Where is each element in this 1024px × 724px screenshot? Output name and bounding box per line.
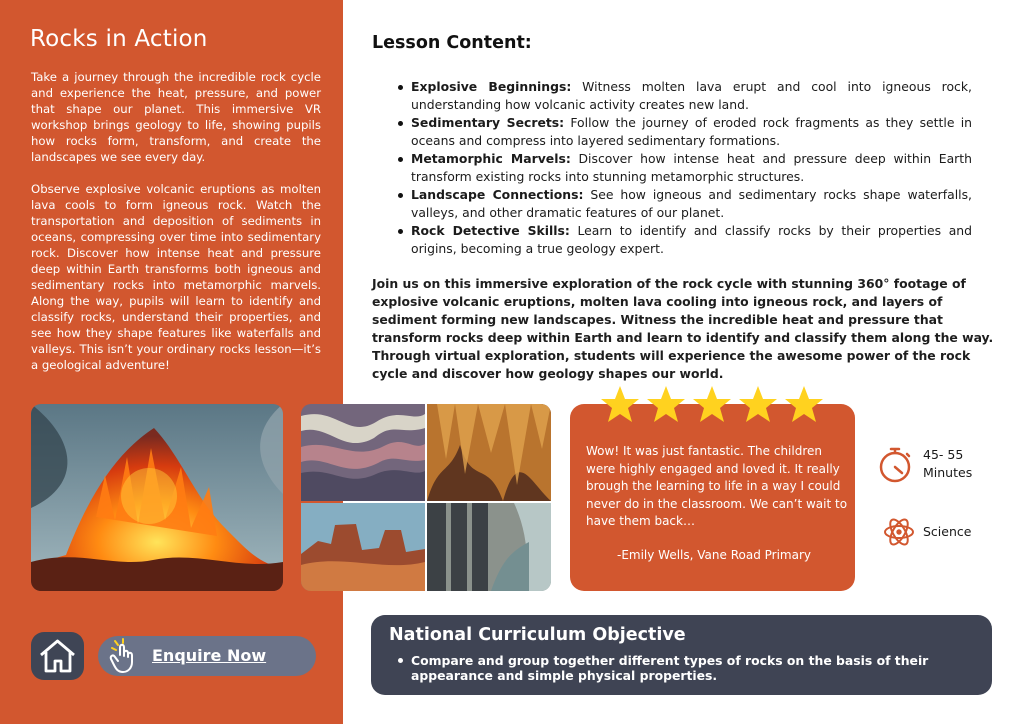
lesson-content-list	[390, 78, 972, 258]
star-icon	[785, 386, 823, 422]
duration-unit: Minutes	[923, 465, 973, 480]
duration-range: 45- 55	[923, 447, 964, 462]
rock-landscapes-illustration	[301, 404, 551, 591]
volcano-eruption-illustration	[31, 404, 283, 591]
lesson-content-item	[390, 114, 972, 150]
home-button[interactable]	[31, 632, 84, 680]
testimonial-author: -Emily Wells, Vane Road Primary	[616, 548, 811, 562]
curriculum-objective-item: Compare and group together different types of rocks on the basis of their appearance and simple physical properties.	[411, 653, 981, 683]
lesson-item-description: Witness molten lava erupt and cool into igneous rock, understanding how volcanic activity creates new land.	[411, 79, 972, 112]
star-icon	[647, 386, 685, 422]
curriculum-title: National Curriculum Objective	[389, 625, 686, 645]
lesson-item-title: Rock Detective Skills:	[411, 223, 570, 238]
lesson-item-title: Explosive Beginnings:	[411, 79, 572, 94]
star-icon	[601, 386, 639, 422]
enquire-now-button[interactable]	[98, 636, 316, 676]
lesson-item-title: Metamorphic Marvels:	[411, 151, 571, 166]
lesson-item-description: Follow the journey of eroded rock fragments as they settle in oceans and compress into layered sedimentary formations.	[411, 115, 972, 148]
intro-paragraph-2: Observe explosive volcanic eruptions as molten lava cools to form igneous rock. Watch the transportation and deposition of sediments in oceans, compressing over time into sedimentary rock. Discover how intense heat and pressure deep within Earth transforms both igneous and sedimentary rocks into metamorphic marvels. Along the way, pupils will learn to identify and classify rocks, understand their properties, and see how they shape features like waterfalls and valleys. This isn’t your ordinary rocks lesson—it’s a geological adventure!	[31, 182, 321, 372]
lesson-item-description: Learn to identify and classify rocks by their properties and origins, becoming a true geology expert.	[411, 223, 973, 256]
lesson-content-item	[390, 78, 972, 114]
lesson-item-title: Sedimentary Secrets:	[411, 115, 565, 130]
lesson-item-title: Landscape Connections:	[411, 187, 584, 202]
national-curriculum-objective	[371, 615, 992, 695]
lesson-content-item	[390, 186, 972, 222]
lesson-item-description: Discover how intense heat and pressure deep within Earth transform existing rocks into stunning metamorphic structures.	[411, 151, 972, 184]
lesson-content-heading: Lesson Content:	[372, 33, 532, 53]
lesson-item-description: See how igneous and sedimentary rocks shape waterfalls, valleys, and other dramatic features of our planet.	[411, 187, 972, 220]
intro-paragraph-1: Take a journey through the incredible rock cycle and experience the heat, pressure, and power that shape our planet. This immersive VR workshop brings geology to life, showing pupils how rocks form, transform, and create the landscapes we see every day.	[31, 70, 321, 164]
tap-hand-icon	[106, 638, 140, 674]
enquire-now-label: Enquire Now	[152, 646, 267, 665]
five-star-rating	[600, 384, 829, 424]
duration-text	[923, 446, 972, 482]
testimonial-quote: Wow! It was just fantastic. The children were highly engaged and loved it. It really brough the learning to life in a way I could never do in the classroom. We can’t wait to have them back…	[586, 444, 848, 528]
page-title: Rocks in Action	[30, 26, 208, 52]
lesson-content-item	[390, 222, 972, 258]
rock-landscapes-collage	[301, 404, 551, 591]
atom-icon	[883, 516, 915, 548]
home-icon	[31, 632, 84, 680]
star-icon	[693, 386, 731, 422]
lesson-summary: Join us on this immersive exploration of the rock cycle with stunning 360° footage of explosive volcanic eruptions, molten lava cooling into igneous rock, and layers of sediment forming new landscapes. Witness the incredible heat and pressure that transform rocks deep within Earth and learn to identify and classify them along the way. Through virtual exploration, students will experience the awesome power of the rock cycle and discover how geology shapes our world.	[372, 276, 994, 381]
subject-label: Science	[923, 524, 972, 539]
star-icon	[739, 386, 777, 422]
lesson-content-item	[390, 150, 972, 186]
stopwatch-icon	[878, 446, 912, 484]
workshop-introduction	[31, 69, 321, 373]
volcano-eruption-image	[31, 404, 283, 591]
